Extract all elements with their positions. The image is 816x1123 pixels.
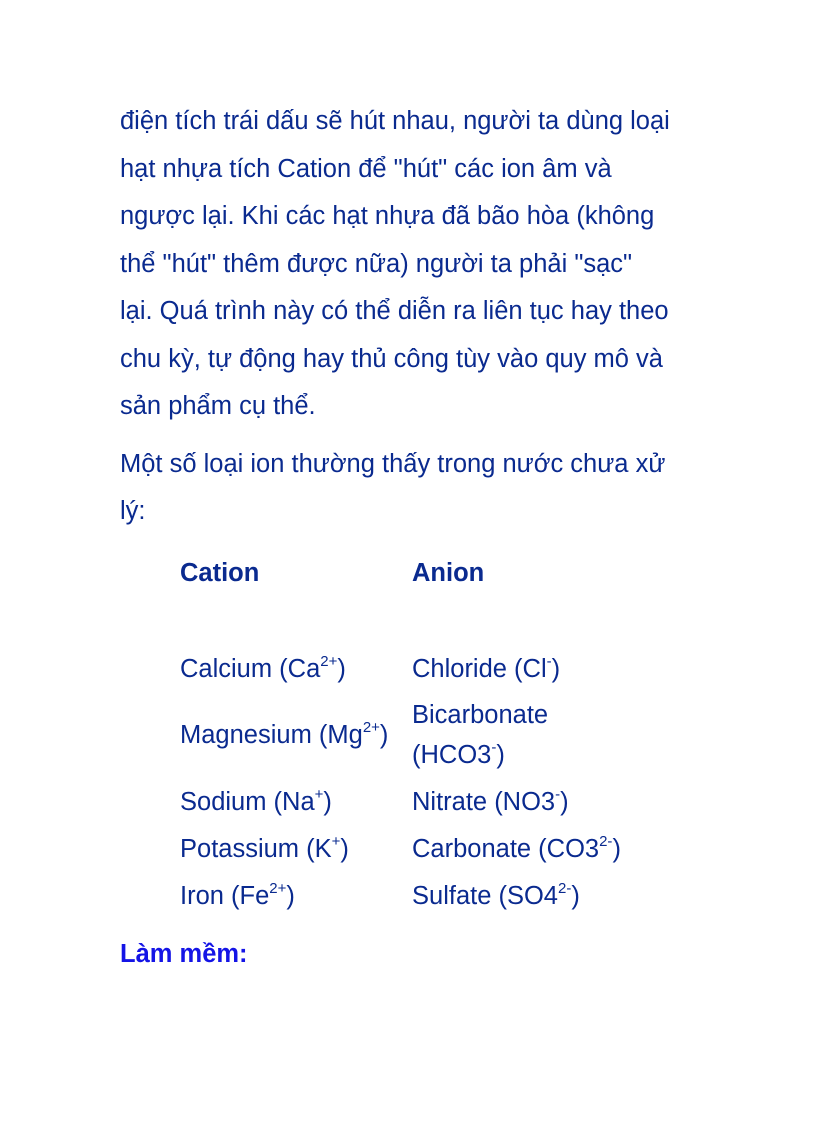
table-row (180, 692, 621, 778)
ion-table (180, 551, 621, 919)
cation-cell: Magnesium $(Mg^{2+})$ (180, 719, 389, 749)
anion-cell: Sulfate $(SO4^{2-})$ (412, 879, 580, 910)
ion-table-header (180, 551, 621, 595)
anion-cell: Carbonate $(CO3^{2-})$ (412, 832, 621, 863)
document-body (120, 98, 720, 536)
header-anion: Anion (412, 558, 485, 587)
table-row (180, 645, 621, 692)
paragraph-common-ions: Một số loại ion thường thấy trong nước chưa xử lý: (120, 449, 666, 525)
table-row (180, 825, 621, 872)
table-spacer (180, 595, 621, 645)
anion-cell: Chloride (Cl-) (412, 652, 561, 683)
cation-cell: Iron $(Fe^{2+})$ (180, 879, 295, 910)
cation-cell: Potassium (K+) (180, 832, 349, 863)
paragraph-ion-exchange: điện tích trái dấu sẽ hút nhau, người ta dùng loại hạt nhựa tích Cation để "hút" các ion âm và ngược lại. Khi các hạt nhựa đã bão hòa (không thể "hút" thêm được nữa) người ta phải "sạc" lại. Quá trình này có thể diễn ra liên tục hay theo chu kỳ, tự động hay thủ công tùy vào quy mô và sản phẩm cụ thể. (120, 107, 670, 420)
cation-cell: Sodium (Na+) (180, 785, 332, 816)
header-cation: Cation (180, 558, 260, 587)
anion-cell: Nitrate (NO3-) (412, 785, 569, 816)
anion-cell: Bicarbonate (HCO3-) (412, 701, 549, 769)
section-heading-softening: Làm mềm: (120, 940, 248, 968)
cation-cell: Calcium $(Ca^{2+})$ (180, 652, 346, 683)
table-row (180, 778, 621, 825)
table-row (180, 872, 621, 919)
